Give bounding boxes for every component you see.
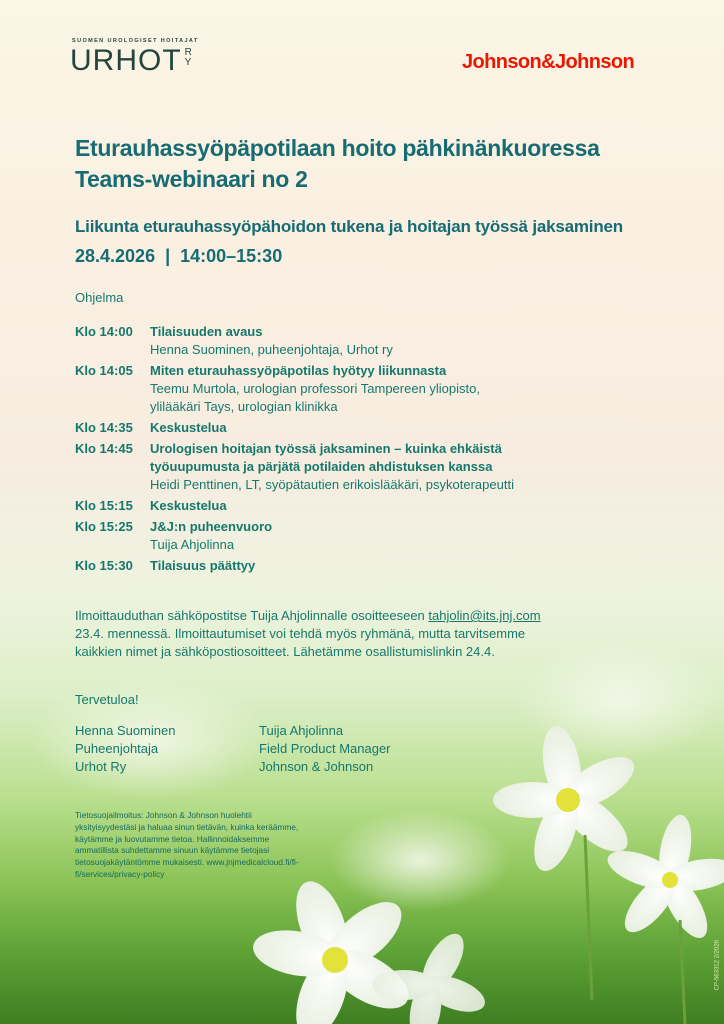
page-title: Eturauhassyöpäpotilaan hoito pähkinänkuoressa Teams-webinaari no 2 [75, 135, 600, 192]
logo-ry: R Y [184, 47, 193, 68]
program-time: Klo 14:05 [75, 363, 133, 378]
program-title: Miten eturauhassyöpäpotilas hyötyy liikunnasta [150, 363, 447, 378]
program-title: Keskustelua [150, 420, 227, 435]
program-time: Klo 14:35 [75, 420, 133, 435]
program-detail: Tuija Ahjolinna [150, 537, 235, 552]
urhot-logo [70, 44, 193, 78]
privacy-notice: Tietosuojailmoitus: Johnson & Johnson huolehtii yksityisyydestäsi ja haluaa sinun tietävän, kuinka keräämme, käytämme ja luovutamme tietoa. Hallinnoidaksemme ammatillista suhdettamme sinuun käytämme tietojasi tietosuojakäytäntömme mukaisesti. www.jnjmedicalcloud.fi/fi-fi/services/privacy-policy [75, 810, 299, 879]
program-item [75, 518, 635, 554]
program-title: Tilaisuus päättyy [150, 558, 256, 573]
document-code: CP-563312 2/2026 [714, 940, 720, 991]
program-title: Urologisen hoitajan työssä jaksaminen – kuinka ehkäistä työuupumusta ja pärjätä potilaiden ahdistuksen kanssa [150, 441, 502, 474]
signature-1: Henna Suominen Puheenjohtaja Urhot Ry [75, 723, 176, 774]
program-title: Keskustelua [150, 498, 227, 513]
program-detail: Teemu Murtola, urologian professori Tampereen yliopisto, [150, 381, 480, 396]
program-item [75, 362, 635, 416]
subtitle: Liikunta eturauhassyöpähoidon tukena ja hoitajan työssä jaksaminen [75, 217, 623, 236]
program-item [75, 440, 635, 494]
program-detail: Heidi Penttinen, LT, syöpätautien erikoislääkäri, psykoterapeutti [150, 477, 514, 492]
program-list [75, 323, 635, 578]
program-heading: Ohjelma [75, 290, 124, 305]
program-time: Klo 15:15 [75, 498, 133, 513]
logo-name: URHOT [70, 44, 182, 77]
email-link[interactable]: tahjolin@its.jnj.com [428, 608, 541, 623]
program-detail: Henna Suominen, puheenjohtaja, Urhot ry [150, 342, 393, 357]
program-item [75, 497, 635, 515]
program-time: Klo 15:25 [75, 519, 133, 534]
program-item [75, 419, 635, 437]
program-title: J&J:n puheenvuoro [150, 519, 273, 534]
event-date: 28.4.2026 | 14:00–15:30 [75, 246, 283, 266]
signature-2: Tuija Ahjolinna Field Product Manager Johnson & Johnson [259, 723, 391, 774]
logo-tagline: SUOMEN UROLOGISET HOITAJAT [72, 38, 199, 44]
registration-text: Ilmoittauduthan sähköpostitse Tuija Ahjolinnalle osoitteeseen tahjolin@its.jnj.com 23.4. mennessä. Ilmoittautumiset voi tehdä myös ryhmänä, mutta tarvitsemme kaikkien nimet ja sähköpostiosoitteet. Lähetämme osallistumislinkin 24.4. [75, 608, 541, 659]
flower [372, 927, 490, 1024]
program-title: Tilaisuuden avaus [150, 324, 263, 339]
johnson-johnson-logo: Johnson&Johnson [462, 51, 635, 73]
program-time: Klo 15:30 [75, 558, 133, 573]
program-item [75, 557, 635, 575]
welcome-text: Tervetuloa! [75, 692, 139, 707]
program-detail: ylilääkäri Tays, urologian klinikka [150, 399, 338, 414]
program-item [75, 323, 635, 359]
program-time: Klo 14:00 [75, 324, 133, 339]
program-time: Klo 14:45 [75, 441, 133, 456]
